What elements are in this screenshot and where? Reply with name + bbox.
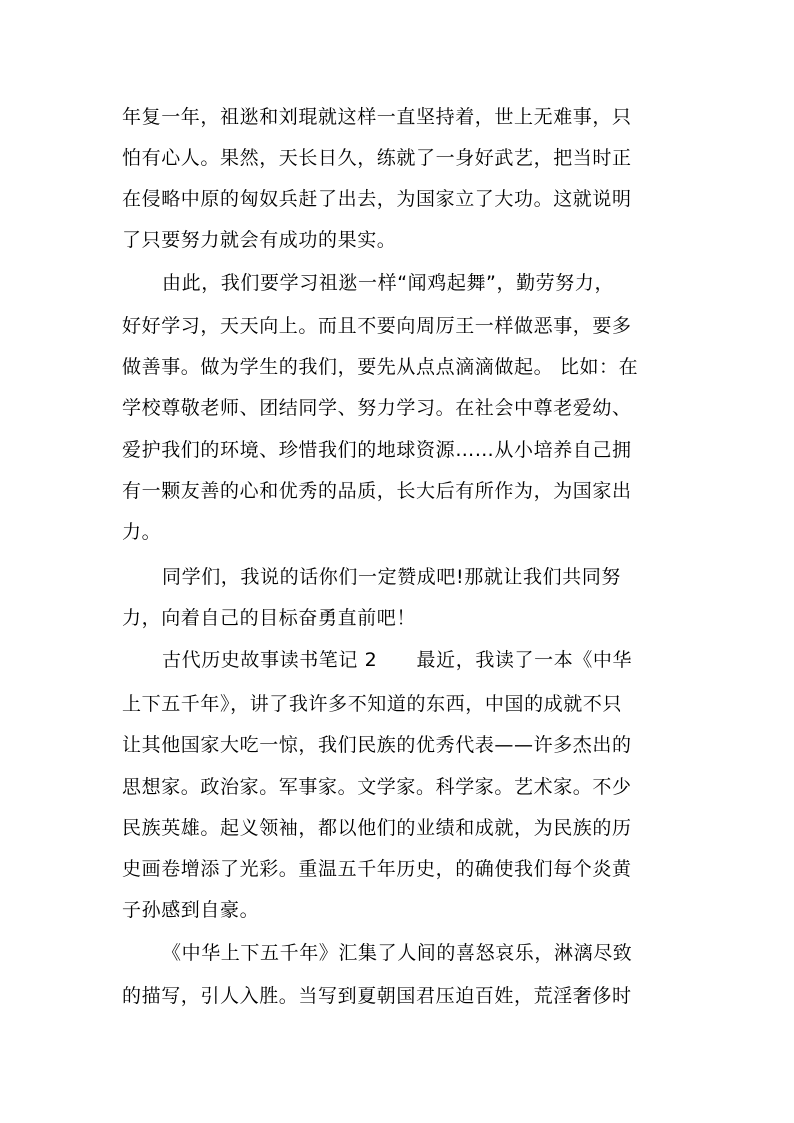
text-line-3: 在侵略中原的匈奴兵赶了出去，为国家立了大功。这就说明 (122, 188, 632, 210)
text-line-15: 上下五千年》，讲了我许多不知道的东西，中国的成就不只 (122, 693, 623, 715)
text-line-5: 由此，我们要学习祖逖一样“闻鸡起舞”，勤劳努力， (162, 272, 615, 294)
text-line-16: 让其他国家大吃一惊，我们民族的优秀代表——许多杰出的 (122, 734, 632, 756)
text-line-4: 了只要努力就会有成功的果实。 (122, 229, 397, 251)
text-line-1: 年复一年，祖逖和刘琨就这样一直坚持着，世上无难事，只 (122, 106, 632, 128)
text-line-2: 怕有心人。果然，天长日久，练就了一身好武艺，把当时正 (122, 147, 632, 169)
text-line-18: 民族英雄。起义领袖，都以他们的业绩和成就，为民族的历 (122, 817, 632, 839)
text-line-9: 爱护我们的环境、珍惜我们的地球资源……从小培养自己拥 (122, 439, 632, 461)
text-line-10: 有一颗友善的心和优秀的品质，长大后有所作为，为国家出 (122, 480, 632, 502)
text-line-22: 的描写，引人入胜。当写到夏朝国君压迫百姓，荒淫奢侈时 (122, 985, 632, 1007)
text-line-21: 《中华上下五千年》汇集了人间的喜怒哀乐，淋漓尽致 (162, 942, 633, 964)
text-line-12: 同学们，我说的话你们一定赞成吧!那就让我们共同努 (162, 566, 622, 588)
text-line-7: 做善事。做为学生的我们，要先从点点滴滴做起。 比如：在 (122, 356, 639, 378)
text-line-20: 子孙感到自豪。 (122, 899, 260, 921)
text-line-6: 好好学习，天天向上。而且不要向周厉王一样做恶事，要多 (122, 315, 632, 337)
text-line-11: 力。 (122, 521, 162, 543)
text-line-8: 学校尊敬老师、团结同学、努力学习。在社会中尊老爱幼、 (122, 397, 632, 419)
text-line-14: 古代历史故事读书笔记 2 最近，我读了一本《中华 (162, 649, 633, 671)
text-line-13: 力，向着自己的目标奋勇直前吧！ (122, 607, 417, 629)
text-line-17: 思想家。政治家。军事家。文学家。科学家。艺术家。不少 (122, 776, 632, 798)
text-line-19: 史画卷增添了光彩。重温五千年历史，的确使我们每个炎黄 (122, 858, 632, 880)
